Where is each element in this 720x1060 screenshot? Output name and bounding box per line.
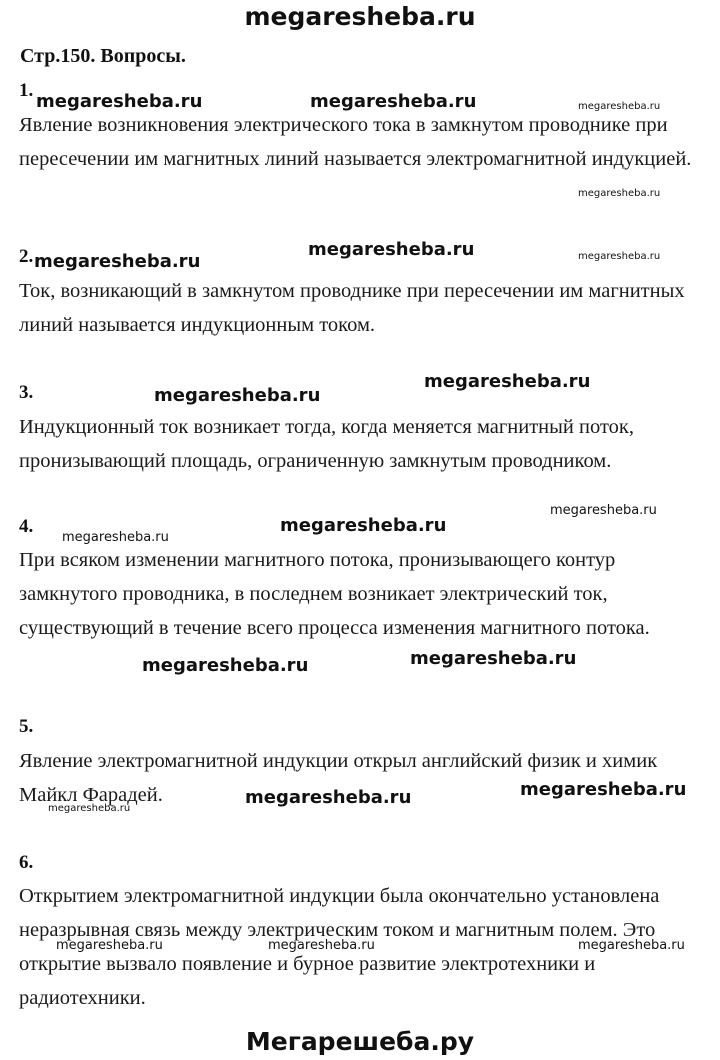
watermark: megaresheba.ru: [424, 371, 591, 392]
question-1-text: Явление возникновения электрического тока в замкнутом проводнике при пересечении им магнитных линий называется электромагнитной индукцией.: [19, 114, 692, 170]
watermark: megaresheba.ru: [154, 385, 321, 406]
watermark: megaresheba.ru: [280, 515, 447, 536]
question-1-number: 1.: [19, 80, 34, 101]
watermark: megaresheba.ru: [62, 530, 169, 545]
watermark: megaresheba.ru: [48, 803, 131, 814]
question-6-number: 6.: [19, 852, 34, 873]
watermark: megaresheba.ru: [36, 91, 203, 112]
question-5-number: 5.: [19, 716, 34, 737]
watermark: megaresheba.ru: [578, 251, 661, 262]
site-header: megaresheba.ru: [244, 2, 476, 31]
page-title: Стр.150. Вопросы.: [20, 45, 186, 67]
question-2-number: 2.: [19, 246, 34, 267]
watermark: megaresheba.ru: [578, 188, 661, 199]
watermark: megaresheba.ru: [520, 779, 687, 800]
question-3-text: Индукционный ток возникает тогда, когда меняется магнитный поток, пронизывающий площадь, ограниченную замкнутым проводником.: [19, 416, 634, 472]
watermark: megaresheba.ru: [56, 938, 163, 953]
watermark: megaresheba.ru: [245, 787, 412, 808]
watermark: megaresheba.ru: [310, 91, 477, 112]
watermark: megaresheba.ru: [142, 655, 309, 676]
watermark: megaresheba.ru: [550, 503, 657, 518]
question-5-text: Явление электромагнитной индукции открыл английский физик и химик Майкл Фарадей.: [19, 750, 658, 806]
watermark: megaresheba.ru: [308, 239, 475, 260]
question-4-text: При всяком изменении магнитного потока, пронизывающего контур замкнутого проводника, в последнем возникает электрический ток, существующий в течение всего процесса изменения магнитного потока.: [19, 549, 650, 639]
question-6-text: Открытием электромагнитной индукции была окончательно установлена неразрывная связь между электрическим током и магнитным полем. Это открытие вызвало появление и бурное развитие электротехники и радиотехники.: [19, 885, 660, 1009]
watermark: megaresheba.ru: [268, 938, 375, 953]
watermark: megaresheba.ru: [34, 251, 201, 272]
question-3-number: 3.: [19, 382, 34, 403]
question-4-number: 4.: [19, 516, 34, 537]
watermark: megaresheba.ru: [578, 938, 685, 953]
watermark: megaresheba.ru: [578, 101, 661, 112]
site-footer: Мегарешеба.ру: [245, 1027, 475, 1056]
question-2-text: Ток, возникающий в замкнутом проводнике при пересечении им магнитных линий называется индукционным током.: [19, 280, 685, 336]
watermark: megaresheba.ru: [410, 648, 577, 669]
